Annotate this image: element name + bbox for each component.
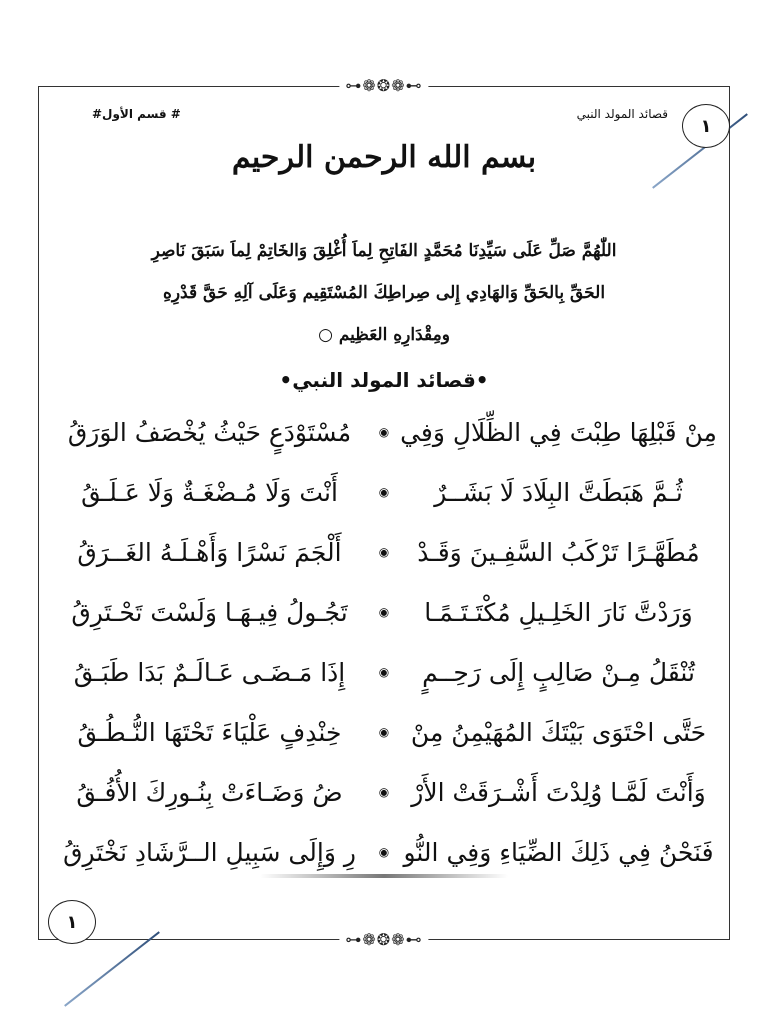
verse-second-hemistich: ضُ وَضَـاءَتْ بِنُـورِكَ الأُفُـقُ xyxy=(76,777,343,807)
running-header-title: قصائد المولد النبي xyxy=(576,107,668,121)
verse xyxy=(44,402,724,462)
verse-separator: ◉ xyxy=(378,545,390,559)
verse xyxy=(44,762,724,822)
verse-first-hemistich: حَتَّى احْتَوَى بَيْتَكَ المُهَيْمِنُ مِنْ xyxy=(410,717,707,747)
verse-second-hemistich: أَنْتَ وَلَا مُـضْغَـةٌ وَلَا عَـلَـقُ xyxy=(81,477,338,507)
intro-prayer xyxy=(90,230,678,356)
verse-second-hemistich: تَجُـولُ فِيـهَـا وَلَسْتَ تَحْـتَرِقُ xyxy=(71,597,348,627)
verse-first-hemistich: تُنْقَلُ مِـنْ صَالِبٍ إِلَى رَحِــمٍ xyxy=(422,657,695,687)
verse xyxy=(44,822,724,882)
verse xyxy=(44,702,724,762)
running-header-section: # قسم الأول# xyxy=(92,107,181,121)
verse-second-hemistich: رِ وَإِلَى سَبِيلِ الــرَّشَادِ نَخْتَرِقُ xyxy=(63,837,356,867)
verse-separator: ◉ xyxy=(378,665,390,679)
poem-title: •قصائد المولد النبي• xyxy=(279,368,489,392)
verse-first-hemistich: وَرَدْتَّ نَارَ الخَلِـيلِ مُكْتَـتَـمًـا xyxy=(424,597,693,627)
page-number-bottom: ١ xyxy=(48,900,96,944)
verse xyxy=(44,642,724,702)
verse-separator: ◉ xyxy=(378,485,390,499)
verse-separator: ◉ xyxy=(378,785,390,799)
verse xyxy=(44,522,724,582)
verse-first-hemistich: فَنَحْنُ فِي ذَلِكَ الضِّيَاءِ وَفِي النُّو xyxy=(403,837,714,867)
verse-first-hemistich: ثُـمَّ هَبَطَتَّ البِلَادَ لَا بَشَــرٌ xyxy=(434,477,683,507)
verse-separator: ◉ xyxy=(378,425,390,439)
page-number-top: ١ xyxy=(682,104,730,148)
top-ornament: ⊶❁❂❁⊷ xyxy=(339,76,428,95)
verse xyxy=(44,582,724,642)
verse-second-hemistich: إِذَا مَـضَـى عَـالَـمٌ بَدَا طَبَـقُ xyxy=(73,657,346,687)
verse-separator: ◉ xyxy=(378,725,390,739)
poem-body xyxy=(44,402,724,882)
intro-line: ومِقْدَارِهِ العَظِيم ○ xyxy=(318,325,450,345)
verse-second-hemistich: مُسْتَوْدَعٍ حَيْثُ يُخْصَفُ الوَرَقُ xyxy=(67,417,352,447)
intro-line: اللّٰهُمَّ صَلِّ عَلَى سَيِّدِنَا مُحَمَّدٍ الفَاتِحِ لِماَ أُغْلِقَ وَالخَاتِمْ لِماَ سَبَقَ نَاصِرِ xyxy=(151,241,617,261)
verse-second-hemistich: أَلْجَمَ نَسْرًا وَأَهْـلَـهُ الغَــرَقُ xyxy=(77,537,342,567)
verse-first-hemistich: مِنْ قَبْلِهَا طِبْتَ فِي الظِّلَالِ وَفِي xyxy=(400,417,717,447)
verse-separator: ◉ xyxy=(378,845,390,859)
verse xyxy=(44,462,724,522)
bottom-divider xyxy=(260,874,508,878)
verse-first-hemistich: مُطَهَّـرًا تَرْكَبُ السَّفِـينَ وَقَـدْ xyxy=(417,537,700,567)
basmala-calligraphy: بسم الله الرحمن الرحيم xyxy=(231,140,537,175)
verse-first-hemistich: وَأَنْتَ لَمَّـا وُلِدْتَ أَشْـرَقَتْ الأَرْ xyxy=(411,777,706,807)
verse-separator: ◉ xyxy=(378,605,390,619)
bottom-ornament: ⊶❁❂❁⊷ xyxy=(339,930,428,949)
verse-second-hemistich: خِنْدِفٍ عَلْيَاءَ تَحْتَهَا النُّـطُـقُ xyxy=(77,717,342,747)
intro-line: الحَقِّ بِالحَقِّ وَالهَادِي إِلى صِراطِكَ المُسْتَقِيم وَعَلَى آلِهِ حَقَّ قَدْرِهِ xyxy=(162,283,606,303)
